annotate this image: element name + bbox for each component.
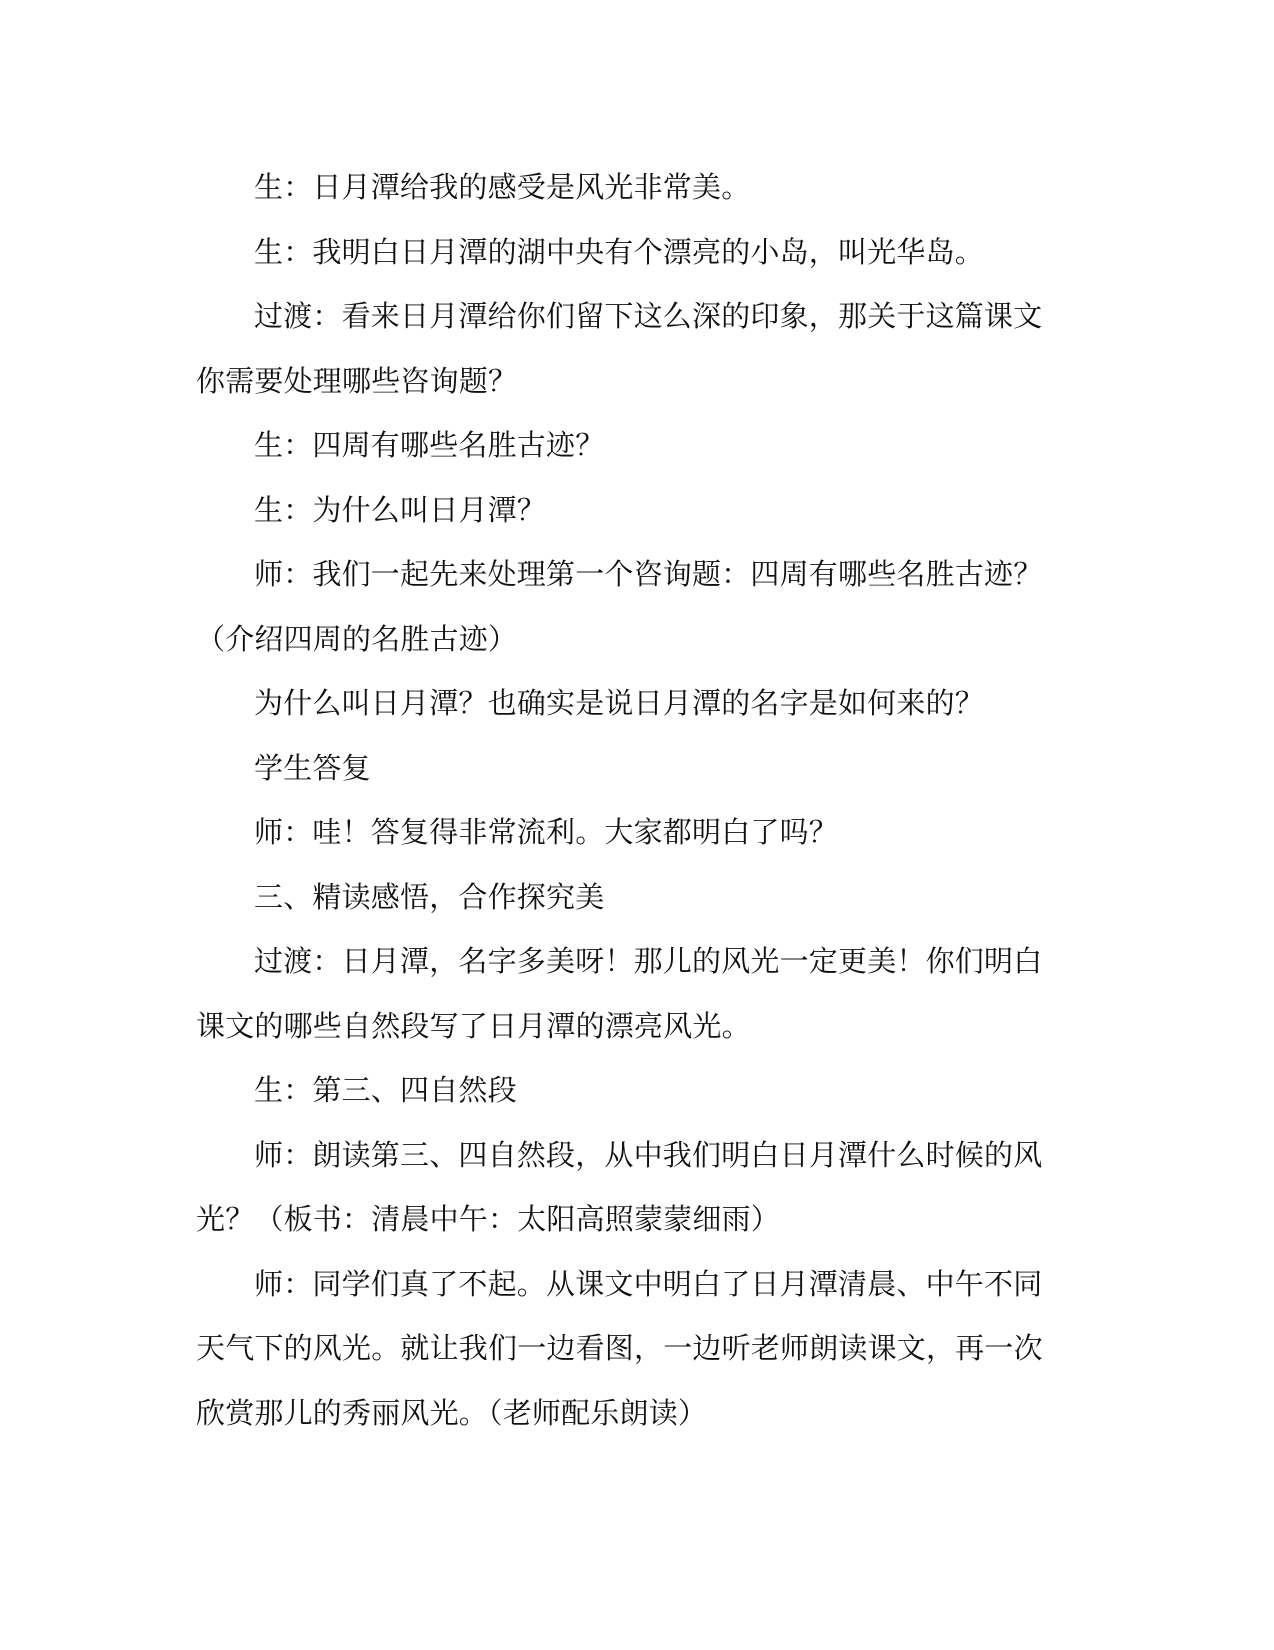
paragraph: 学生答复: [254, 750, 371, 785]
paragraph: 师：同学们真了不起。从课文中明白了日月潭清晨、中午不同天气下的风光。就让我们一边看图，一边听老师朗读课文，再一次欣赏那儿的秀丽风光。（老师配乐朗读）: [196, 1266, 1043, 1430]
section-heading: 三、精读感悟，合作探究美: [254, 879, 605, 914]
paragraph: 师：朗读第三、四自然段，从中我们明白日月潭什么时候的风光？（板书：清晨中午：太阳高照蒙蒙细雨）: [196, 1137, 1043, 1236]
document-body: [196, 155, 1070, 1445]
paragraph: 生：我明白日月潭的湖中央有个漂亮的小岛，叫光华岛。: [254, 234, 985, 269]
paragraph: 生：日月潭给我的感受是风光非常美。: [254, 170, 751, 204]
paragraph: 为什么叫日月潭？也确实是说日月潭的名字是如何来的？: [254, 686, 985, 720]
paragraph: 师：我们一起先来处理第一个咨询题：四周有哪些名胜古迹？（介绍四周的名胜古迹）: [196, 557, 1043, 656]
paragraph: 生：四周有哪些名胜古迹？: [254, 428, 605, 462]
paragraph: 生：为什么叫日月潭？: [254, 492, 547, 527]
paragraph: 生：第三、四自然段: [254, 1073, 517, 1107]
paragraph: 过渡：看来日月潭给你们留下这么深的印象，那关于这篇课文你需要处理哪些咨询题？: [196, 299, 1043, 398]
paragraph: 师：哇！答复得非常流利。大家都明白了吗？: [254, 815, 839, 849]
paragraph: 过渡：日月潭，名字多美呀！那儿的风光一定更美！你们明白课文的哪些自然段写了日月潭的漂亮风光。: [196, 944, 1043, 1043]
